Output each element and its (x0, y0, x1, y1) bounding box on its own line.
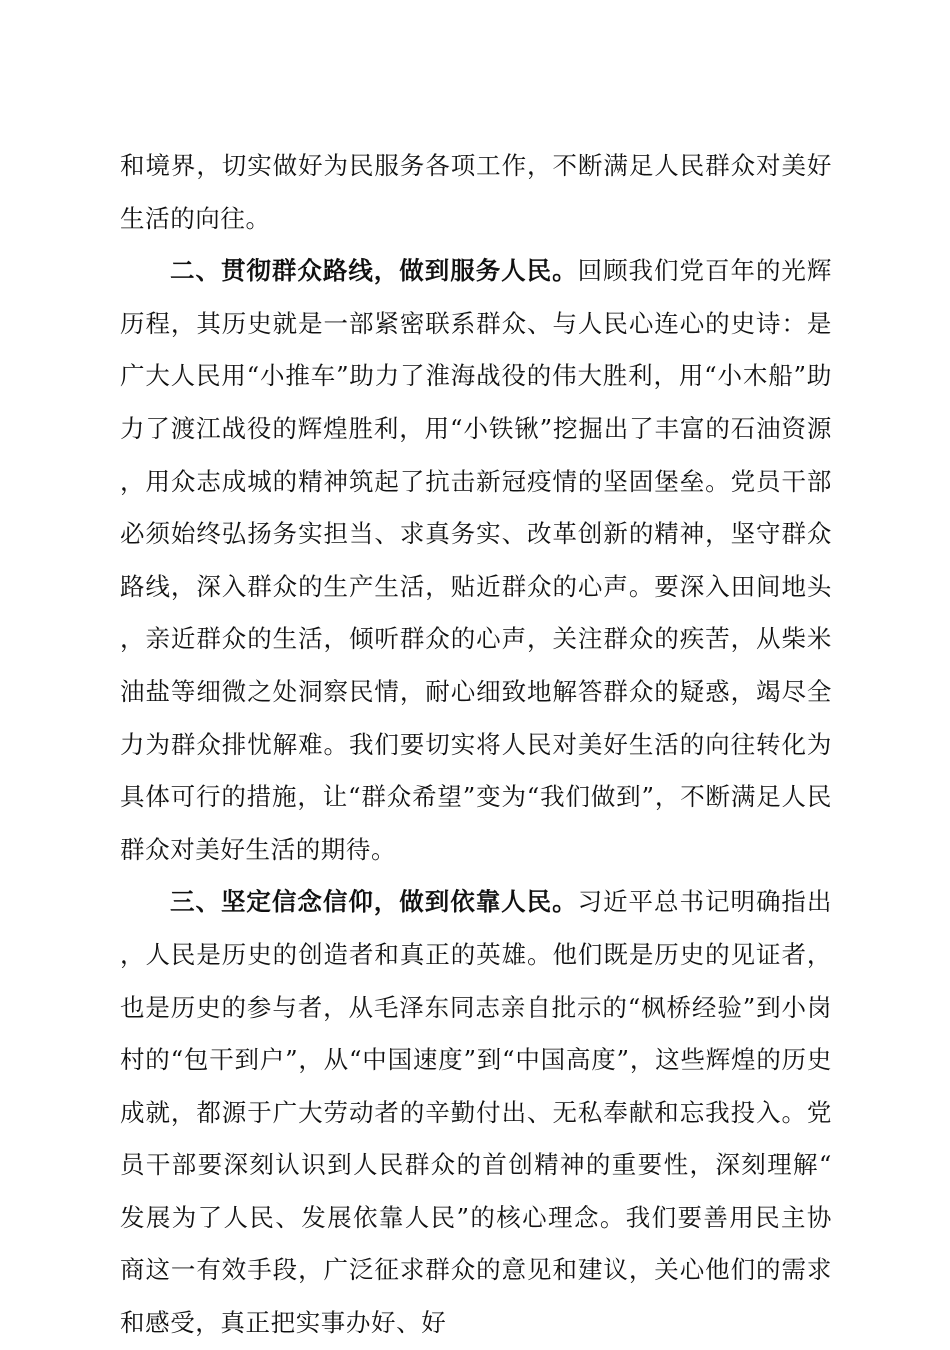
section-heading: 三、坚定信念信仰，做到依靠人民。 (170, 887, 578, 917)
section-heading: 二、贯彻群众路线，做到服务人民。 (170, 256, 578, 286)
paragraph-text: 和境界，切实做好为民服务各项工作，不断满足人民群众对美好生活的向往。 (120, 151, 832, 233)
paragraph-text: 习近平总书记明确指出，人民是历史的创造者和真正的英雄。他们既是历史的见证者，也是历史的参与者，从毛泽东同志亲自批示的“枫桥经验”到小岗村的“包干到户”，从“中国速度”到“中国高度”，这些辉煌的历史成就，都源于广大劳动者的辛勤付出、无私奉献和忘我投入。党员干部要深刻认识到人民群众的首创精神的重要性，深刻理解“发展为了人民、发展依靠人民”的核心理念。我们要善用民主协商这一有效手段，广泛征求群众的意见和建议，关心他们的需求和感受，真正把实事办好、好 (120, 887, 832, 1338)
paragraph-section-three (120, 876, 832, 1349)
paragraph-text: 回顾我们党百年的光辉历程，其历史就是一部紧密联系群众、与人民心连心的史诗：是广大人民用“小推车”助力了淮海战役的伟大胜利，用“小木船”助力了渡江战役的辉煌胜利，用“小铁锹”挖掘出了丰富的石油资源，用众志成城的精神筑起了抗击新冠疫情的坚固堡垒。党员干部必须始终弘扬务实担当、求真务实、改革创新的精神，坚守群众路线，深入群众的生产生活，贴近群众的心声。要深入田间地头，亲近群众的生活，倾听群众的心声，关注群众的疾苦，从柴米油盐等细微之处洞察民情，耐心细致地解答群众的疑惑，竭尽全力为群众排忧解难。我们要切实将人民对美好生活的向往转化为具体可行的措施，让“群众希望”变为“我们做到”，不断满足人民群众对美好生活的期待。 (120, 256, 832, 864)
document-body (120, 140, 832, 1350)
paragraph-section-two (120, 245, 832, 876)
paragraph-continuation (120, 140, 832, 245)
